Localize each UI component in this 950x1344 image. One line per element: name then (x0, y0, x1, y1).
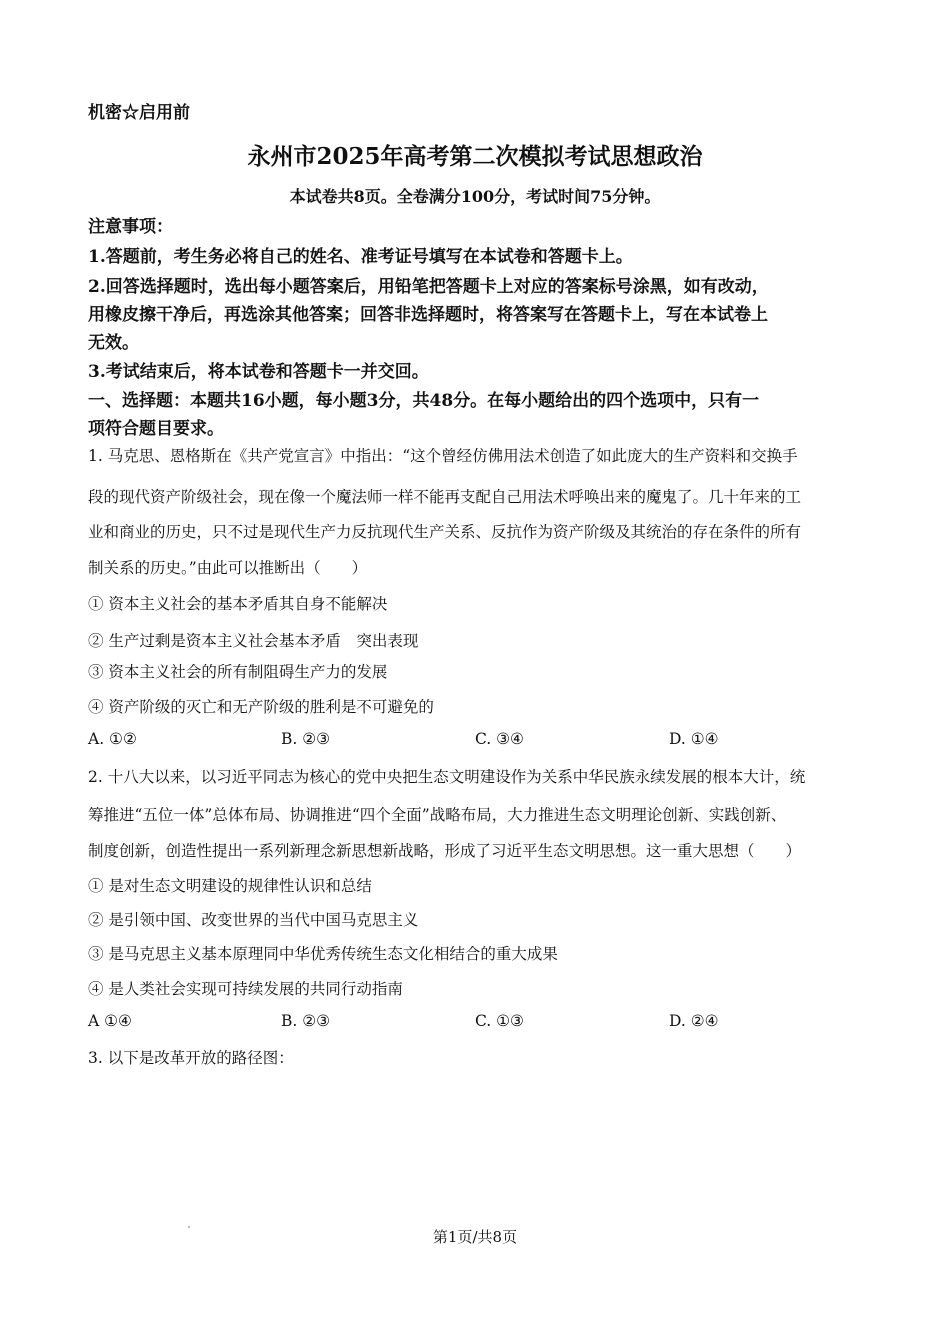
question-stem: 制度创新，创造性提出一系列新理念新思想新战略，形成了习近平生态文明思想。这一重大思想（ ） (88, 842, 802, 860)
section-heading: 一、选择题：本题共16小题，每小题3分，共48分。在每小题给出的四个选项中，只有一 (88, 391, 760, 411)
option-c: C. ③④ (475, 730, 524, 748)
notice-heading: 注意事项： (88, 217, 173, 237)
question-stem: 业和商业的历史，只不过是现代生产力反抗现代生产关系、反抗作为资产阶级及其统治的存在条件的所有 (88, 523, 802, 541)
exam-subtitle: 本试卷共8页。全卷满分100分，考试时间75分钟。 (289, 187, 661, 206)
option-b: B. ②③ (281, 730, 331, 748)
statement-item: ④ 资产阶级的灭亡和无产阶级的胜利是不可避免的 (88, 698, 434, 716)
statement-item: ③ 资本主义社会的所有制阻碍生产力的发展 (88, 663, 388, 681)
notice-line: 3.考试结束后，将本试卷和答题卡一并交回。 (88, 362, 429, 382)
notice-line: 无效。 (88, 333, 139, 353)
option-a: A. ①② (88, 730, 137, 748)
statement-item: ② 是引领中国、改变世界的当代中国马克思主义 (88, 911, 419, 929)
statement-item: ③ 是马克思主义基本原理同中华优秀传统生态文化相结合的重大成果 (88, 945, 558, 963)
option-b: B. ②③ (281, 1012, 331, 1030)
option-c: C. ①③ (475, 1012, 524, 1030)
confidential-label: 机密☆启用前 (88, 103, 190, 123)
page-title: 永州市2025年高考第二次模拟考试思想政治 (247, 143, 703, 170)
statement-item: ① 资本主义社会的基本矛盾其自身不能解决 (88, 595, 388, 613)
notice-line: 2.回答选择题时，选出每小题答案后，用铅笔把答题卡上对应的答案标号涂黑，如有改动， (88, 277, 769, 297)
notice-line: 用橡皮擦干净后，再选涂其他答案；回答非选择题时，将答案写在答题卡上，写在本试卷上 (88, 305, 768, 325)
section-heading: 项符合题目要求。 (88, 419, 224, 439)
question-stem: 段的现代资产阶级社会，现在像一个魔法师一样不能再支配自己用法术呼唤出来的魔鬼了。几十年来的工 (88, 488, 802, 506)
statement-item: ② 生产过剩是资本主义社会基本矛盾 突出表现 (88, 632, 419, 650)
statement-item: ① 是对生态文明建设的规律性认识和总结 (88, 877, 372, 895)
option-a: A ①④ (88, 1012, 132, 1030)
page-footer: 第1页/共8页 (432, 1228, 518, 1246)
question-stem: 3. 以下是改革开放的路径图： (88, 1049, 294, 1067)
question-stem: 制关系的历史。”由此可以推断出（ ） (88, 559, 368, 577)
option-d: D. ①④ (669, 730, 719, 748)
option-d: D. ②④ (669, 1012, 719, 1030)
question-stem: 筹推进“五位一体”总体布局、协调推进“四个全面”战略布局，大力推进生态文明理论创新、实践创新、 (88, 806, 787, 824)
notice-line: 1.答题前，考生务必将自己的姓名、准考证号填写在本试卷和答题卡上。 (88, 247, 633, 267)
question-stem: 2. 十八大以来，以习近平同志为核心的党中央把生态文明建设作为关系中华民族永续发展的根本大计，统 (88, 768, 806, 786)
statement-item: ④ 是人类社会实现可持续发展的共同行动指南 (88, 980, 403, 998)
question-stem: 1. 马克思、恩格斯在《共产党宣言》中指出：“这个曾经仿佛用法术创造了如此庞大的生产资料和交换手 (88, 447, 798, 465)
